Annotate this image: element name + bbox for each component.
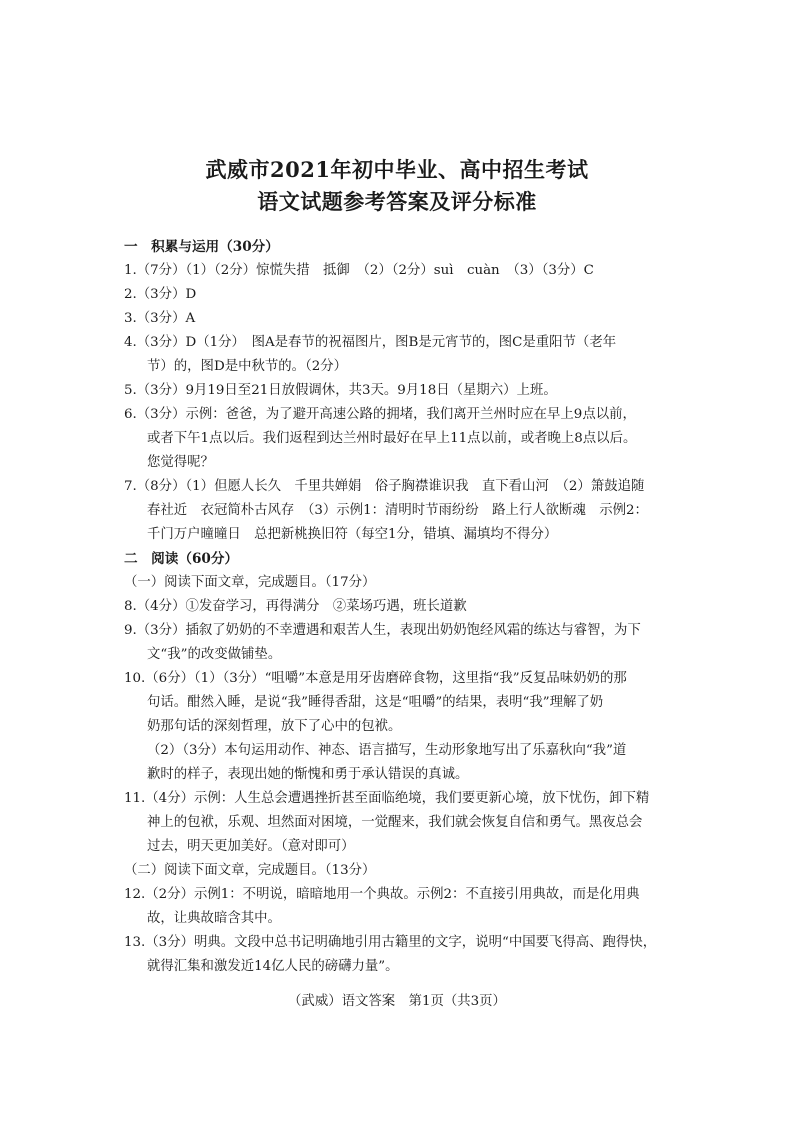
answer-q5: 5.（3分）9月19日至21日放假调休，共3天。9月18日（星期六）上班。 [124,383,557,398]
reading-part-intro: （一）阅读下面文章，完成题目。（17分） [124,575,376,590]
answer-q4: 4.（3分）D（1分） 图A是春节的祝福图片，图B是元宵节的，图C是重阳节（老年 [124,335,617,350]
page-footer: （武威）语文答案 第1页（共3页） [288,994,506,1009]
answer-q10-continued: 句话。酣然入睡，是说“我”睡得香甜，这是“咀嚼”的结果，表明“我”理解了奶 [147,695,604,710]
answer-q3: 3.（3分）A [124,311,196,326]
answer-q4-continued: 节）的，图D是中秋节的。（2分） [147,359,348,374]
answer-q11: 11.（4分）示例：人生总会遭遇挫折甚至面临绝境，我们要更新心境，放下忧伤，卸下精 [124,791,650,806]
answer-q6-continued: 您觉得呢？ [147,455,214,470]
answer-q11-continued: 过去，明天更加美好。（意对即可） [147,839,355,854]
answer-q10-continued: 歉时的样子，表现出她的惭愧和勇于承认错误的真诚。 [147,767,469,782]
answer-q7-continued: 千门万户曈曈日 总把新桃换旧符（每空1分，错填、漏填均不得分） [147,527,558,542]
answer-q6: 6.（3分）示例：爸爸，为了避开高速公路的拥堵，我们离开兰州时应在早上9点以前， [124,407,636,422]
answer-q7-continued: 春社近 衣冠简朴古风存 （3）示例1：清明时节雨纷纷 路上行人欲断魂 示例2： [147,503,648,518]
document-title: 武威市2021年初中毕业、高中招生考试 [205,157,589,182]
section-heading-accumulation: 一 积累与运用（30分） [124,239,279,255]
answer-q10: 10.（6分）（1）（3分）“咀嚼”本意是用牙齿磨碎食物，这里指“我”反复品味奶奶的那 [124,671,627,686]
answer-q12: 12.（2分）示例1：不明说，暗暗地用一个典故。示例2：不直接引用典故，而是化用典 [124,887,640,902]
answer-q12-continued: 故，让典故暗含其中。 [147,911,281,926]
reading-part-intro: （二）阅读下面文章，完成题目。（13分） [124,863,376,878]
section-heading-reading: 二 阅读（60分） [124,551,239,567]
answer-q6-continued: 或者下午1点以后。我们返程到达兰州时最好在早上11点以前，或者晚上8点以后。 [147,431,637,446]
answer-q13-continued: 就得汇集和激发近14亿人民的磅礴力量”。 [147,959,399,974]
answer-q9-continued: 文“我”的改变做铺垫。 [147,647,282,662]
document-subtitle: 语文试题参考答案及评分标准 [257,189,537,214]
answer-q7: 7.（8分）（1）但愿人长久 千里共婵娟 俗子胸襟谁识我 直下看山河 （2）箫鼓追随 [124,479,645,494]
answer-q9: 9.（3分）插叙了奶奶的不幸遭遇和艰苦人生，表现出奶奶饱经风霜的练达与睿智，为下 [124,623,641,638]
answer-q13: 13.（3分）明典。文段中总书记明确地引用古籍里的文字，说明“中国要飞得高、跑得快， [124,935,657,950]
answer-q10-continued: 奶那句话的深刻哲理，放下了心中的包袱。 [147,719,402,734]
answer-q10-part2: （2）（3分）本句运用动作、神态、语言描写，生动形象地写出了乐嘉秋向“我”道 [147,743,627,758]
answer-q2: 2.（3分）D [124,287,197,302]
answer-q11-continued: 神上的包袱，乐观、坦然面对困境，一觉醒来，我们就会恢复自信和勇气。黑夜总会 [147,815,643,830]
answer-q8: 8.（4分）①发奋学习，再得满分 ②菜场巧遇，班长道歉 [124,599,467,614]
answer-q1: 1.（7分）（1）（2分）惊慌失措 抵御 （2）（2分）suì cuàn （3）（3分）C [124,263,594,278]
